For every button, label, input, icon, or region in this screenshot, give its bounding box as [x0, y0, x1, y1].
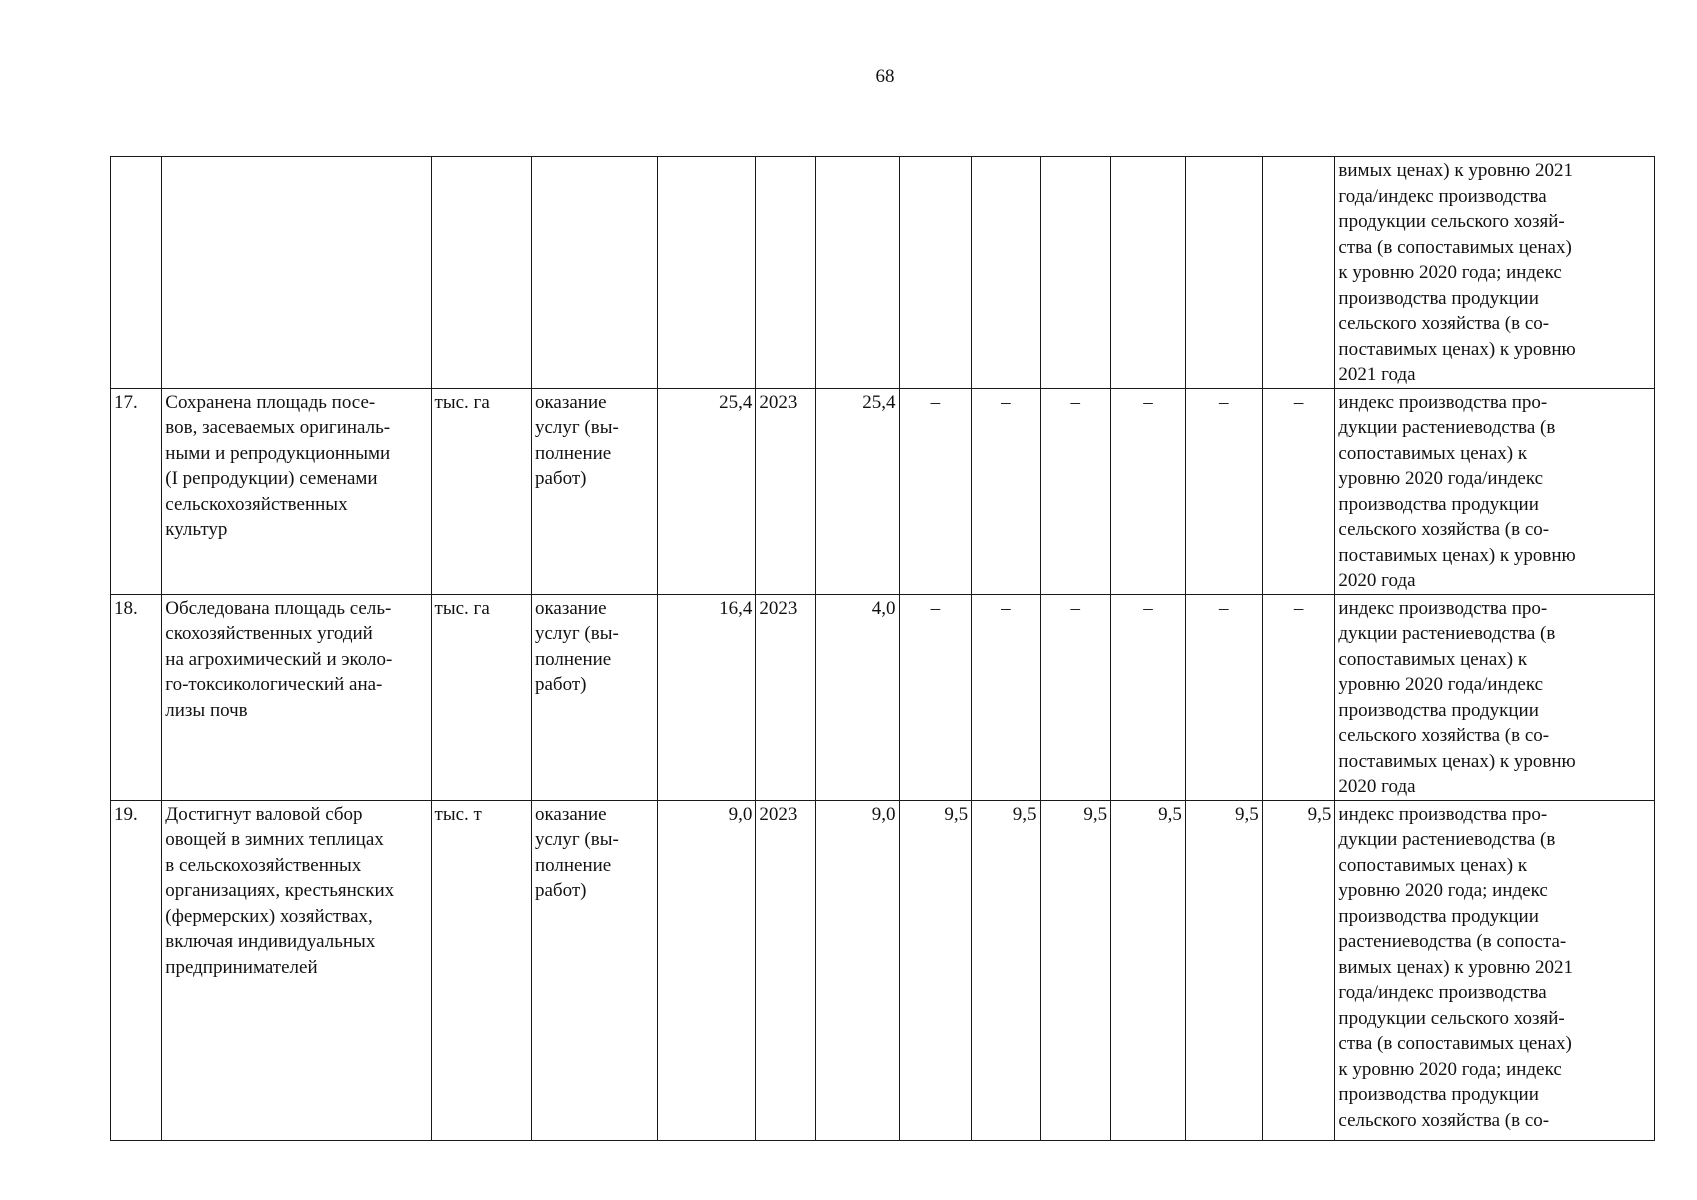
cell-base-year: 2023: [756, 388, 816, 594]
cell-value: –: [899, 594, 972, 800]
cell-name: [162, 157, 431, 389]
cell-value: –: [1040, 594, 1111, 800]
table-row: [111, 800, 1655, 1140]
cell-base-year: [756, 157, 816, 389]
cell-base-value: 16,4: [658, 594, 756, 800]
cell-base-year: 2023: [756, 800, 816, 1140]
cell-type: оказание услуг (вы- полнение работ): [531, 388, 657, 594]
indicators-table: [110, 156, 1655, 1141]
cell-unit: [431, 157, 531, 389]
cell-value: 9,5: [972, 800, 1040, 1140]
cell-value: –: [1262, 594, 1335, 800]
cell-value: –: [972, 594, 1040, 800]
table-row-continuation: [111, 157, 1655, 389]
cell-value: –: [1185, 594, 1262, 800]
cell-value: 9,5: [1185, 800, 1262, 1140]
cell-note: индекс производства про- дукции растениеводства (в сопоставимых ценах) к уровню 2020 года; индекс производства продукции растениеводства (в сопоста- вимых ценах) к уровню 2021 года/индекс производства продукции сельского хозяй- ства (в сопоставимых ценах) к уровню 2020 года; индекс производства продукции сельского хозяйства (в со-: [1335, 800, 1655, 1140]
cell-note: индекс производства про- дукции растениеводства (в сопоставимых ценах) к уровню 2020 года/индекс производства продукции сельского хозяйства (в со- поставимых ценах) к уровню 2020 года: [1335, 388, 1655, 594]
cell-name: Обследована площадь сель- скохозяйственных угодий на агрохимический и эколо- го-токсикологический ана- лизы почв: [162, 594, 431, 800]
cell-value: 4,0: [816, 594, 899, 800]
cell-unit: тыс. га: [431, 388, 531, 594]
cell-value: 9,5: [1111, 800, 1186, 1140]
cell-value: 25,4: [816, 388, 899, 594]
cell-value: –: [972, 388, 1040, 594]
cell-value: [899, 157, 972, 389]
cell-unit: тыс. т: [431, 800, 531, 1140]
cell-value: [1185, 157, 1262, 389]
cell-base-value: [658, 157, 756, 389]
cell-value: –: [1262, 388, 1335, 594]
cell-value: [816, 157, 899, 389]
cell-name: Достигнут валовой сбор овощей в зимних теплицах в сельскохозяйственных организациях, крестьянских (фермерских) хозяйствах, включая индивидуальных предпринимателей: [162, 800, 431, 1140]
cell-value: [1111, 157, 1186, 389]
cell-value: –: [899, 388, 972, 594]
cell-type: [531, 157, 657, 389]
cell-num: [111, 157, 162, 389]
cell-value: 9,0: [816, 800, 899, 1140]
table-row: [111, 388, 1655, 594]
cell-value: 9,5: [1262, 800, 1335, 1140]
cell-type: оказание услуг (вы- полнение работ): [531, 594, 657, 800]
cell-value: 9,5: [899, 800, 972, 1140]
cell-value: 9,5: [1040, 800, 1111, 1140]
cell-base-value: 9,0: [658, 800, 756, 1140]
cell-note: индекс производства про- дукции растениеводства (в сопоставимых ценах) к уровню 2020 года/индекс производства продукции сельского хозяйства (в со- поставимых ценах) к уровню 2020 года: [1335, 594, 1655, 800]
page-number: 68: [875, 66, 895, 87]
cell-unit: тыс. га: [431, 594, 531, 800]
cell-type: оказание услуг (вы- полнение работ): [531, 800, 657, 1140]
cell-note: вимых ценах) к уровню 2021 года/индекс производства продукции сельского хозяй- ства (в сопоставимых ценах) к уровню 2020 года; индекс производства продукции сельского хозяйства (в со- поставимых ценах) к уровню 2021 года: [1335, 157, 1655, 389]
cell-name: Сохранена площадь посе- вов, засеваемых оригиналь- ными и репродукционными (I репродукции) семенами сельскохозяйственных культур: [162, 388, 431, 594]
cell-num: 17.: [111, 388, 162, 594]
cell-base-value: 25,4: [658, 388, 756, 594]
cell-value: –: [1111, 594, 1186, 800]
cell-num: 18.: [111, 594, 162, 800]
cell-value: [1262, 157, 1335, 389]
cell-value: [972, 157, 1040, 389]
cell-base-year: 2023: [756, 594, 816, 800]
cell-value: [1040, 157, 1111, 389]
table-row: [111, 594, 1655, 800]
cell-value: –: [1185, 388, 1262, 594]
cell-value: –: [1111, 388, 1186, 594]
cell-num: 19.: [111, 800, 162, 1140]
cell-value: –: [1040, 388, 1111, 594]
